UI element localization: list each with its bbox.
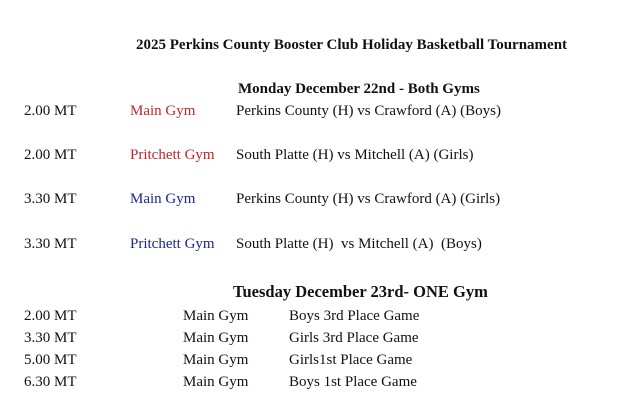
game-matchup: Boys 3rd Place Game <box>289 308 420 324</box>
page-title: 2025 Perkins County Booster Club Holiday Basketball Tournament <box>136 37 568 53</box>
game-matchup: Boys 1st Place Game <box>289 374 417 390</box>
monday-heading: Monday December 22nd - Both Gyms <box>238 81 480 97</box>
game-gym: Main Gym <box>130 191 196 207</box>
game-gym: Main Gym <box>183 330 249 346</box>
game-matchup: South Platte (H) vs Mitchell (A) (Boys) <box>236 236 482 252</box>
game-gym: Main Gym <box>183 374 249 390</box>
game-gym: Pritchett Gym <box>130 147 215 163</box>
game-time: 2.00 MT <box>24 308 77 324</box>
game-matchup: Girls 3rd Place Game <box>289 330 419 346</box>
game-time: 2.00 MT <box>24 147 77 163</box>
game-matchup: Perkins County (H) vs Crawford (A) (Girls) <box>236 191 501 207</box>
game-time: 5.00 MT <box>24 352 77 368</box>
game-gym: Pritchett Gym <box>130 236 215 252</box>
game-time: 3.30 MT <box>24 236 77 252</box>
game-time: 6.30 MT <box>24 374 77 390</box>
game-gym: Main Gym <box>130 103 196 119</box>
game-matchup: Perkins County (H) vs Crawford (A) (Boys) <box>236 103 501 119</box>
game-time: 2.00 MT <box>24 103 77 119</box>
game-time: 3.30 MT <box>24 330 77 346</box>
game-gym: Main Gym <box>183 308 249 324</box>
game-time: 3.30 MT <box>24 191 77 207</box>
game-gym: Main Gym <box>183 352 249 368</box>
tuesday-heading: Tuesday December 23rd- ONE Gym <box>233 282 488 301</box>
game-matchup: Girls1st Place Game <box>289 352 413 368</box>
game-matchup: South Platte (H) vs Mitchell (A) (Girls) <box>236 147 474 163</box>
